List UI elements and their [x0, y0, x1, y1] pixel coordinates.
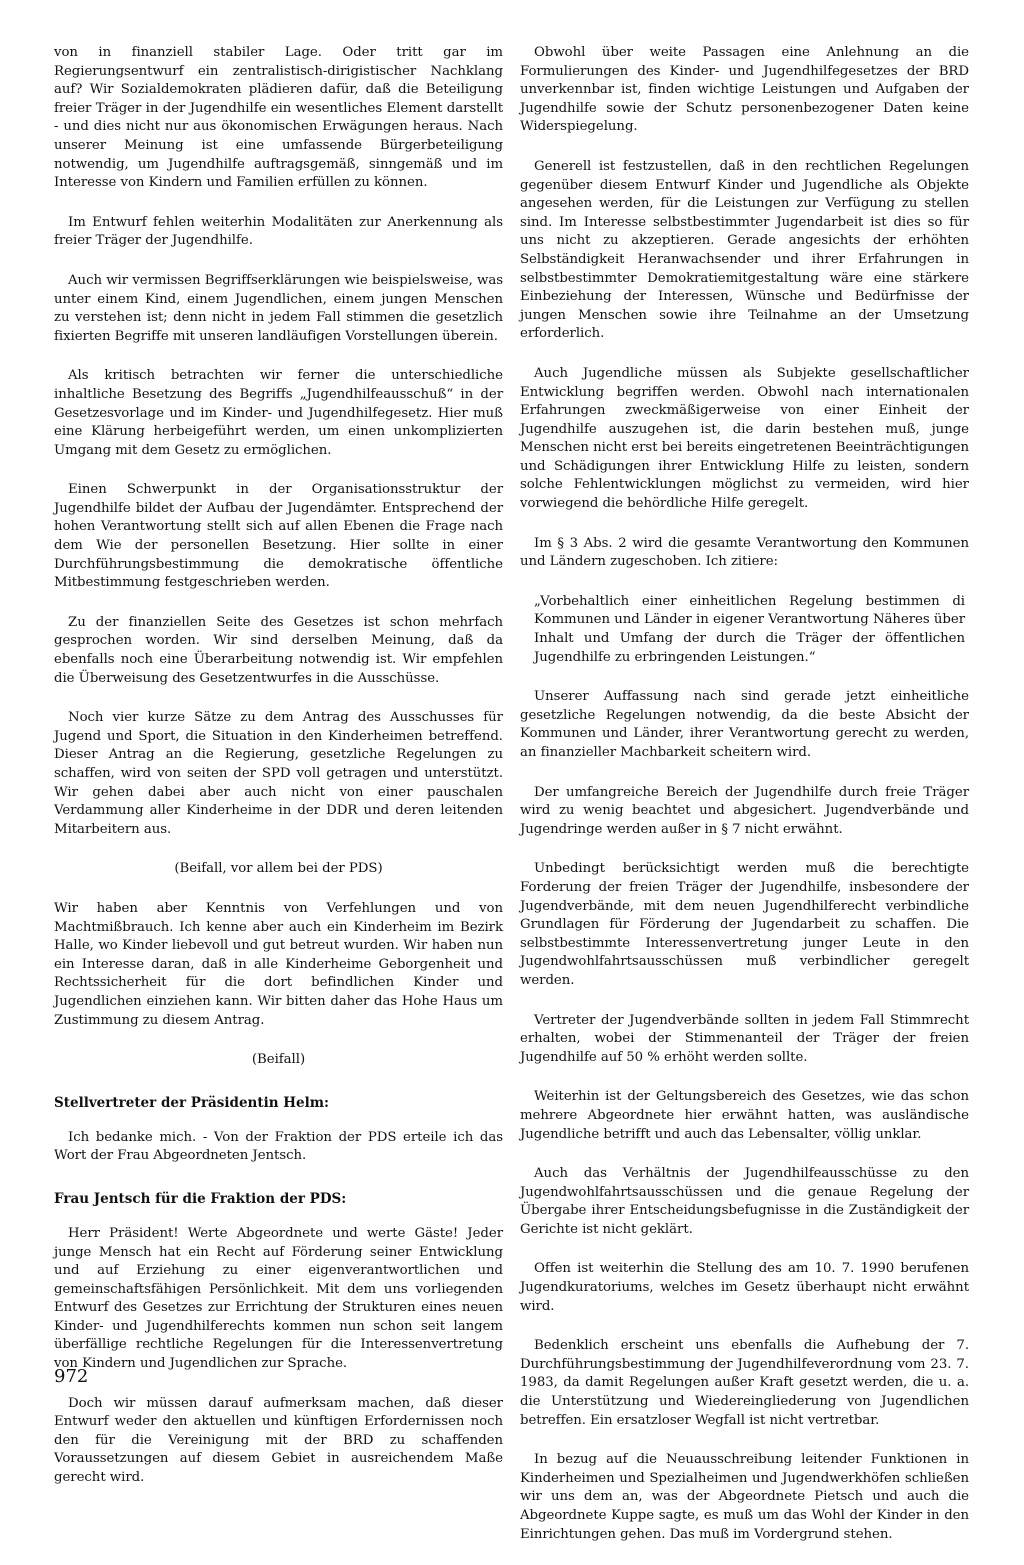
paragraph: Der umfangreiche Bereich der Jugendhilfe durch freie Träger wird zu wenig beachtet und abgesichert. Jugendverbände und Jugendringe werden außer in § 7 nicht erwähnt.	[520, 784, 969, 837]
right-column	[520, 44, 969, 1565]
interjection: (Beifall)	[251, 1052, 306, 1068]
paragraph: von in finanziell stabiler Lage. Oder tritt gar im Regierungsentwurf ein zentralistisch-dirigistischer Nachklang auf? Wir Sozialdemokraten plädieren dafür, daß die Beteiligung freier Träger in der Jugendhilfe ein wesentliches Element darstellt - und dies nicht nur aus ökonomischen Erwägungen heraus. Nach unserer Meinung ist eine umfassende Bürgerbeteiligung notwendig, um Jugendhilfe auftragsgemäß, sinngemäß und im Interesse von Kindern und Familien erfüllen zu können.	[54, 45, 503, 191]
speaker-heading: Frau Jentsch für die Fraktion der PDS:	[54, 1190, 347, 1207]
paragraph: Im Entwurf fehlen weiterhin Modalitäten zur Anerkennung als freier Träger der Jugendhilfe.	[54, 214, 503, 249]
paragraph: Vertreter der Jugendverbände sollten in jedem Fall Stimmrecht erhalten, wobei der Stimmenanteil der Träger der freien Jugendhilfe auf 50 % erhöht werden sollte.	[520, 1012, 969, 1065]
paragraph: Bedenklich erscheint uns ebenfalls die Aufhebung der 7. Durchführungsbestimmung der Jugendhilfeverordnung vom 23. 7. 1983, da damit Regelungen außer Kraft gesetzt werden, die u. a. die Unterstützung und Wiedereingliederung von Jugendlichen betreffen. Ein ersatzloser Wegfall ist nicht vertretbar.	[520, 1338, 969, 1428]
paragraph: Auch Jugendliche müssen als Subjekte gesellschaftlicher Entwicklung begriffen werden. Obwohl nach internationalen Erfahrungen zweckmäßigerweise von einer Einheit der Jugendhilfe auszugehen ist, die darin bestehen muß, junge Menschen nicht erst bei bereits eingetretenen Beeinträchtigungen und Schädigungen ihrer Entwicklung Hilfe zu leisten, sondern solche Fehlentwicklungen möglichst zu vermeiden, wird hier vorwiegend die behördliche Hilfe geregelt.	[520, 365, 969, 512]
page-number: 972	[54, 1366, 89, 1387]
paragraph: Einen Schwerpunkt in der Organisationsstruktur der Jugendhilfe bildet der Aufbau der Jugendämter. Entsprechend der hohen Verantwortung stellt sich auf allen Ebenen die Frage nach dem Wie der personellen Besetzung. Hier sollte in einer Durchführungsbestimmung die demokratische öffentliche Mitbestimmung festgeschrieben werden.	[54, 482, 503, 591]
paragraph: Unserer Auffassung nach sind gerade jetzt einheitliche gesetzliche Regelungen notwendig, da die beste Absicht der Kommunen und Länder, ihrer Verantwortung gerecht zu werden, an finanzieller Machbarkeit scheitern wird.	[520, 689, 969, 760]
paragraph: Herr Präsident! Werte Abgeordnete und werte Gäste! Jeder junge Mensch hat ein Recht auf Förderung seiner Entwicklung und auf Erziehung zu einer eigenverantwortlichen und gemeinschaftsfähigen Persönlichkeit. Mit dem uns vorliegenden Entwurf des Gesetzes zur Errichtung der Strukturen eines neuen Kinder- und Jugendhilferechts kommen nun schon seit langem überfällige rechtliche Regelungen für die Interessenvertretung von Kindern und Jugendlichen zur Sprache.	[54, 1225, 503, 1372]
speaker-heading: Stellvertreter der Präsidentin Helm:	[54, 1094, 329, 1111]
paragraph: Ich bedanke mich. - Von der Fraktion der PDS erteile ich das Wort der Frau Abgeordneten Jentsch.	[54, 1129, 503, 1164]
paragraph: Weiterhin ist der Geltungsbereich des Gesetzes, wie das schon mehrere Abgeordnete hier erwähnt hatten, was ausländische Jugendliche betrifft und auch das Lebensalter, völlig unklar.	[520, 1089, 969, 1142]
paragraph: Noch vier kurze Sätze zu dem Antrag des Ausschusses für Jugend und Sport, die Situation in den Kinderheimen betreffend. Dieser Antrag an die Regierung, gesetzliche Regelungen zu schaffen, wird von seiten der SPD voll getragen und unterstützt. Wir gehen dabei aber auch nicht von einer pauschalen Verdammung aller Kinderheime in der DDR und deren leitenden Mitarbeitern aus.	[54, 710, 503, 837]
paragraph: Wir haben aber Kenntnis von Verfehlungen und von Machtmißbrauch. Ich kenne aber auch ein Kinderheim im Bezirk Halle, wo Kinder liebevoll und gut betreut wurden. Wir haben nun ein Interesse daran, daß in alle Kinderheime Geborgenheit und Rechtssicherheit für die dort befindlichen Kinder und Jugendlichen einziehen kann. Wir bitten daher das Hohe Haus um Zustimmung zu diesem Antrag.	[54, 900, 503, 1028]
left-column	[54, 44, 503, 1509]
quotation: „Vorbehaltlich einer einheitlichen Regelung bestimmen di Kommunen und Länder in eigener Verantwortung Näheres über Inhalt und Umfang der durch die Träger der öffentlichen Jugendhilfe zu erbringenden Leistungen.“	[534, 593, 965, 665]
paragraph: Doch wir müssen darauf aufmerksam machen, daß dieser Entwurf weder den aktuellen und künftigen Erfordernissen noch den für die Vereinigung mit der BRD zu schaffenden Voraussetzungen auf diesem Gebiet in ausreichendem Maße gerecht wird.	[54, 1395, 503, 1486]
paragraph: Auch das Verhältnis der Jugendhilfeausschüsse zu den Jugendwohlfahrtsausschüssen und die genaue Regelung der Übergabe ihrer Entscheidungsbefugnisse in die Zuständigkeit der Gerichte ist nicht geklärt.	[520, 1166, 969, 1237]
paragraph: Offen ist weiterhin die Stellung des am 10. 7. 1990 berufenen Jugendkuratoriums, welches im Gesetz überhaupt nicht erwähnt wird.	[520, 1261, 969, 1314]
paragraph: Zu der finanziellen Seite des Gesetzes ist schon mehrfach gesprochen worden. Wir sind derselben Meinung, daß da ebenfalls noch eine Überarbeitung notwendig ist. Wir empfehlen die Überweisung des Gesetzentwurfes in die Ausschüsse.	[54, 614, 503, 686]
paragraph: In bezug auf die Neuausschreibung leitender Funktionen in Kinderheimen und Spezialheimen und Jugendwerkhöfen schließen wir uns dem an, was der Abgeordnete Pietsch und auch die Abgeordnete Kuppe sagte, es muß um das Wohl der Kinder in den Einrichtungen gehen. Das muß im Vordergrund stehen.	[520, 1452, 969, 1542]
paragraph: Im § 3 Abs. 2 wird die gesamte Verantwortung den Kommunen und Ländern zugeschoben. Ich zitiere:	[520, 535, 969, 570]
paragraph: Auch wir vermissen Begriffserklärungen wie beispielsweise, was unter einem Kind, einem Jugendlichen, einem jungen Menschen zu verstehen ist; denn nicht in jedem Fall stimmen die gesetzlich fixierten Begriffe mit unseren landläufigen Vorstellungen überein.	[54, 272, 503, 344]
paragraph: Als kritisch betrachten wir ferner die unterschiedliche inhaltliche Besetzung des Begriffs „Jugendhilfeausschuß“ in der Gesetzesvorlage und im Kinder- und Jugendhilfegesetz. Hier muß eine Klärung herbeigeführt werden, um einen unkomplizierten Umgang mit dem Gesetz zu ermöglichen.	[54, 368, 503, 458]
paragraph: Obwohl über weite Passagen eine Anlehnung an die Formulierungen des Kinder- und Jugendhilfegesetzes der BRD unverkennbar ist, finden wichtige Leistungen und Aufgaben der Jugendhilfe sowie der Schutz personenbezogener Daten keine Widerspiegelung.	[520, 45, 969, 135]
paragraph: Generell ist festzustellen, daß in den rechtlichen Regelungen gegenüber diesem Entwurf Kinder und Jugendliche als Objekte angesehen werden, für die Leistungen zur Verfügung zu stellen sind. Im Interesse selbstbestimmter Jugendarbeit ist dies so für uns nicht zu akzeptieren. Gerade angesichts der erhöhten Selbständigkeit Heranwachsender und ihrer Erfahrungen in selbstbestimmter Demokratiemitgestaltung wäre eine stärkere Einbeziehung der Interessen, Wünsche und Bedürfnisse der jungen Menschen sowie ihre Teilnahme an der Umsetzung erforderlich.	[520, 158, 969, 342]
interjection: (Beifall, vor allem bei der PDS)	[174, 861, 383, 877]
paragraph: Unbedingt berücksichtigt werden muß die berechtigte Forderung der freien Träger der Jugendhilfe, insbesondere der Jugendverbände, mit dem neuen Jugendhilferecht verbindliche Grundlagen für Förderung der Jugendarbeit zu schaffen. Die selbstbestimmte Interessenvertretung junger Leute in den Jugendwohlfahrtsausschüssen muß verbindlicher geregelt werden.	[520, 861, 969, 988]
